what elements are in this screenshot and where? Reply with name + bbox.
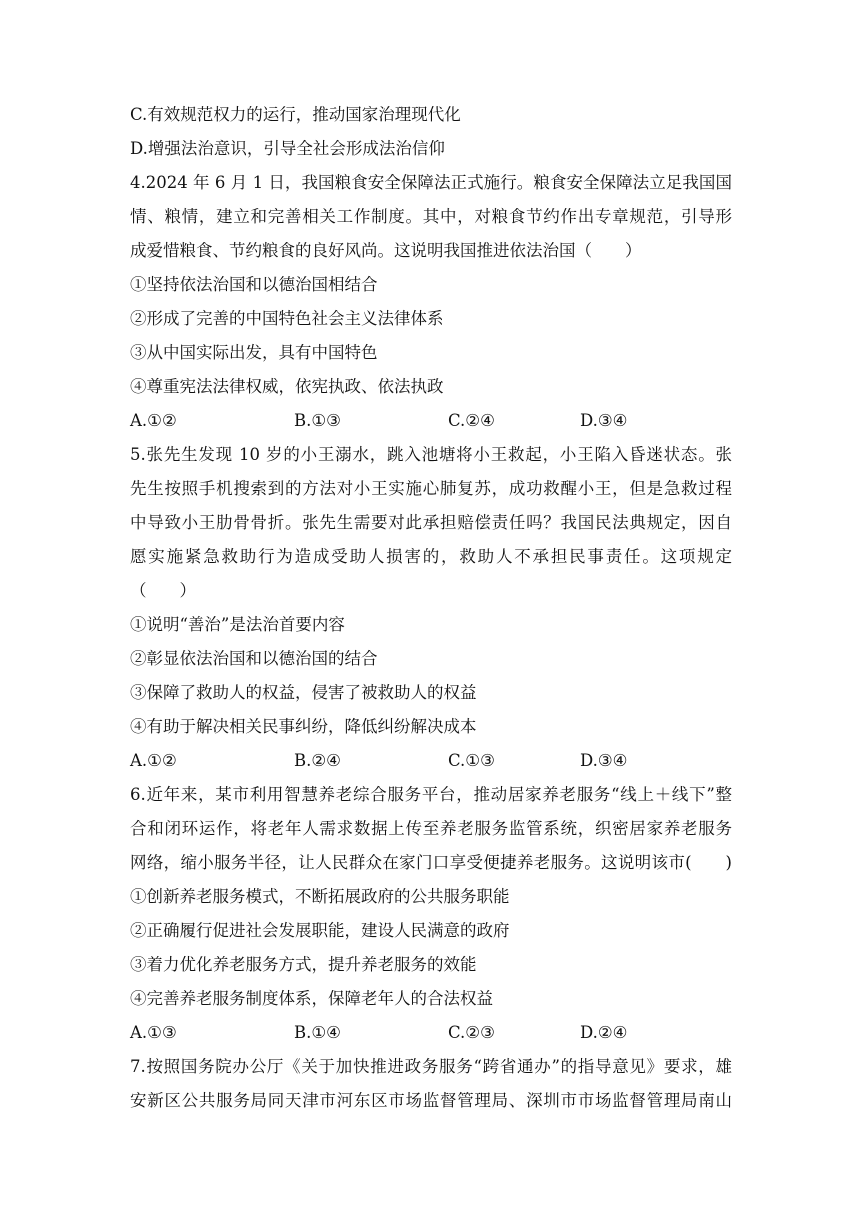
option-b: B.①③ [294, 411, 341, 430]
option-b: B.②④ [294, 751, 341, 770]
choice-item: ④完善养老服务制度体系，保障老年人的合法权益 [130, 989, 493, 1008]
question-stem-line: 4.2024 年 6 月 1 日，我国粮食安全保障法正式施行。粮食安全保障法立足我国国 [130, 173, 732, 192]
option-d: D.③④ [580, 751, 628, 770]
choice-item: ①创新养老服务模式，不断拓展政府的公共服务职能 [130, 887, 510, 906]
answer-options [130, 744, 730, 778]
choice-item: ③从中国实际出发，具有中国特色 [130, 343, 378, 362]
choice-item: ④有助于解决相关民事纠纷，降低纠纷解决成本 [130, 717, 477, 736]
option-a: A.①② [130, 751, 177, 770]
choice-item: ④尊重宪法法律权威，依宪执政、依法执政 [130, 377, 444, 396]
question-stem-line: 安新区公共服务局同天津市河东区市场监督管理局、深圳市市场监督管理局南山 [130, 1091, 732, 1110]
answer-options [130, 404, 730, 438]
choice-item: ②彰显依法治国和以德治国的结合 [130, 649, 378, 668]
question-stem-line: （ ） [130, 581, 196, 600]
question-stem-line: 合和闭环运作，将老年人需求数据上传至养老服务监管系统，织密居家养老服务 [130, 819, 732, 838]
question-stem-line: 中导致小王肋骨骨折。张先生需要对此承担赔偿责任吗？我国民法典规定，因自 [130, 513, 732, 532]
choice-item: ②形成了完善的中国特色社会主义法律体系 [130, 309, 444, 328]
choice-item: ①说明“善治”是法治首要内容 [130, 615, 345, 634]
choice-item: ③保障了救助人的权益，侵害了被救助人的权益 [130, 683, 477, 702]
answer-options [130, 1016, 730, 1050]
question-stem-line: 7.按照国务院办公厅《关于加快推进政务服务“跨省通办”的指导意见》要求，雄 [130, 1057, 732, 1076]
question-stem-line: 网络，缩小服务半径，让人民群众在家门口享受便捷养老服务。这说明该市( ) [130, 853, 732, 872]
choice-item: ③着力优化养老服务方式，提升养老服务的效能 [130, 955, 477, 974]
question-stem-line: 愿实施紧急救助行为造成受助人损害的，救助人不承担民事责任。这项规定 [130, 547, 732, 566]
question-stem-line: 5.张先生发现 10 岁的小王溺水，跳入池塘将小王救起，小王陷入昏迷状态。张 [130, 445, 732, 464]
q3-option-d: D.增强法治意识，引导全社会形成法治信仰 [130, 139, 445, 158]
option-c: C.①③ [448, 751, 495, 770]
question-stem-line: 6.近年来，某市利用智慧养老综合服务平台，推动居家养老服务“线上＋线下”整 [130, 785, 732, 804]
question-stem-line: 先生按照手机搜索到的方法对小王实施心肺复苏，成功救醒小王，但是急救过程 [130, 479, 732, 498]
option-d: D.②④ [580, 1023, 628, 1042]
option-d: D.③④ [580, 411, 628, 430]
option-b: B.①④ [294, 1023, 341, 1042]
choice-item: ②正确履行促进社会发展职能，建设人民满意的政府 [130, 921, 510, 940]
option-c: C.②④ [448, 411, 495, 430]
option-c: C.②③ [448, 1023, 495, 1042]
question-stem-line: 成爱惜粮食、节约粮食的良好风尚。这说明我国推进依法治国（ ） [130, 241, 642, 260]
choice-item: ①坚持依法治国和以德治国相结合 [130, 275, 378, 294]
option-a: A.①③ [130, 1023, 177, 1042]
q3-option-c: C.有效规范权力的运行，推动国家治理现代化 [130, 105, 461, 124]
question-stem-line: 情、粮情，建立和完善相关工作制度。其中，对粮食节约作出专章规范，引导形 [130, 207, 732, 226]
option-a: A.①② [130, 411, 177, 430]
